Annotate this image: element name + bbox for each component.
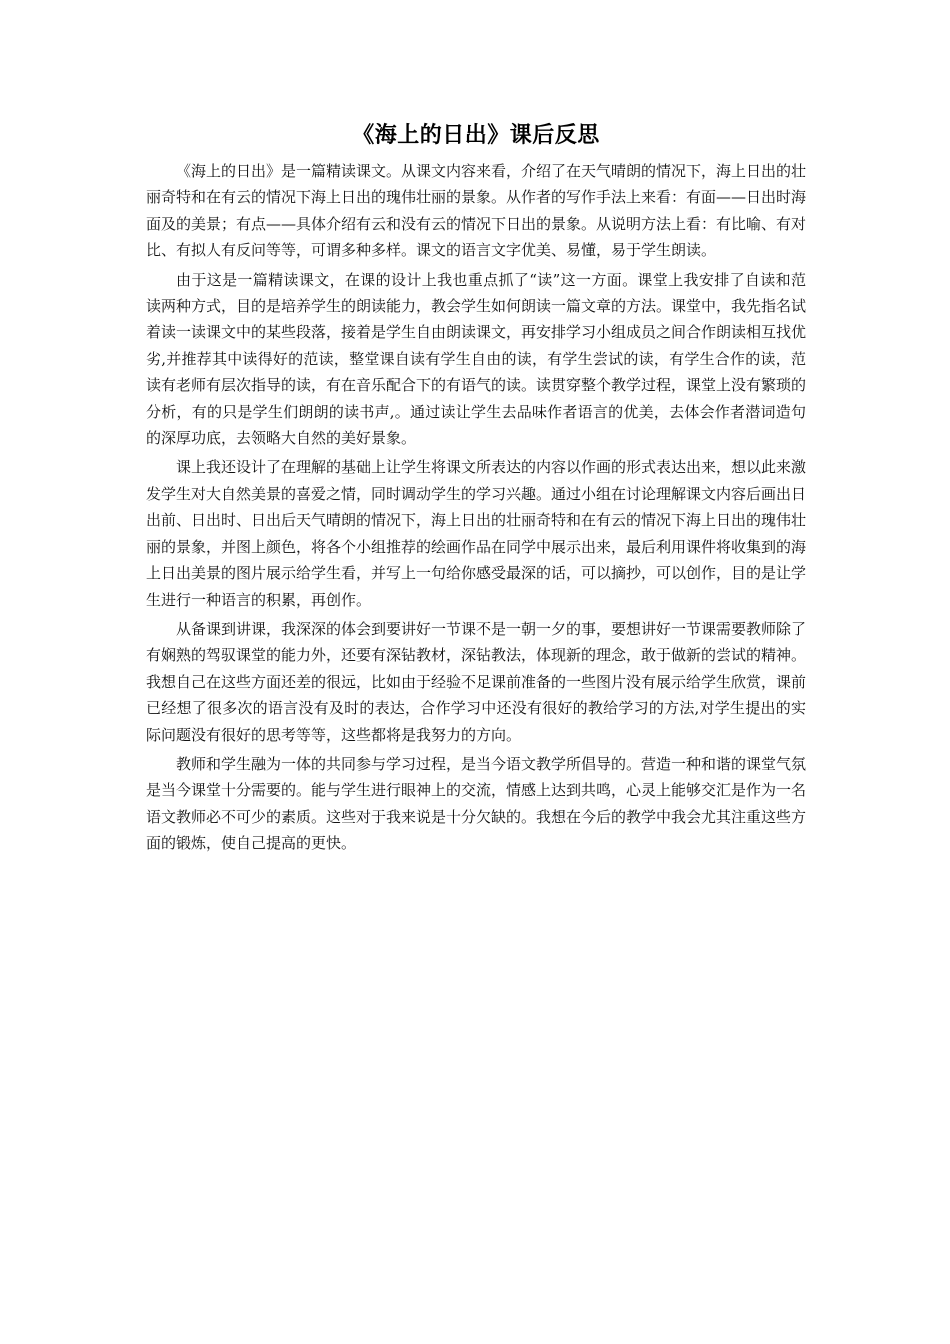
document-title: 《海上的日出》课后反思 <box>352 123 600 148</box>
paragraph-1: 《海上的日出》是一篇精读课文。从课文内容来看，介绍了在天气晴朗的情况下，海上日出的壮丽奇特和在有云的情况下海上日出的瑰伟壮丽的景象。从作者的写作手法上来看：有面——日出时海面及的美景；有点——具体介绍有云和没有云的情况下日出的景象。从说明方法上看：有比喻、有对比、有拟人有反问等等，可谓多种多样。课文的语言文字优美、易懂，易于学生朗读。 <box>146 162 807 260</box>
paragraph-5: 教师和学生融为一体的共同参与学习过程，是当今语文教学所倡导的。营造一种和谐的课堂气氛是当今课堂十分需要的。能与学生进行眼神上的交流，情感上达到共鸣，心灵上能够交汇是作为一名语文教师必不可少的素质。这些对于我来说是十分欠缺的。我想在今后的教学中我会尤其注重这些方面的锻炼，使自己提高的更快。 <box>146 754 807 853</box>
paragraph-4: 从备课到讲课，我深深的体会到要讲好一节课不是一朝一夕的事，要想讲好一节课需要教师除了有娴熟的驾驭课堂的能力外，还要有深钻教材，深钻教法，体现新的理念，敢于做新的尝试的精神。我想自己在这些方面还差的很远，比如由于经验不足课前准备的一些图片没有展示给学生欣赏，课前已经想了很多次的语言没有及时的表达，合作学习中还没有很好的教给学习的方法,对学生提出的实际问题没有很好的思考等等，这些都将是我努力的方向。 <box>146 619 807 744</box>
paragraph-2: 由于这是一篇精读课文，在课的设计上我也重点抓了“读”这一方面。课堂上我安排了自读和范读两种方式，目的是培养学生的朗读能力，教会学生如何朗读一篇文章的方法。课堂中，我先指名试着读一读课文中的某些段落，接着是学生自由朗读课文，再安排学习小组成员之间合作朗读相互找优劣,并推荐其中读得好的范读，整堂课自读有学生自由的读，有学生尝试的读，有学生合作的读，范读有老师有层次指导的读，有在音乐配合下的有语气的读。读贯穿整个教学过程，课堂上没有繁琐的分析，有的只是学生们朗朗的读书声,。通过读让学生去品味作者语言的优美，去体会作者潜词造句的深厚功底，去领略大自然的美好景象。 <box>146 270 807 448</box>
document-body <box>146 118 806 860</box>
paragraph-3: 课上我还设计了在理解的基础上让学生将课文所表达的内容以作画的形式表达出来，想以此来激发学生对大自然美景的喜爱之情，同时调动学生的学习兴趣。通过小组在讨论理解课文内容后画出日出前、日出时、日出后天气晴朗的情况下，海上日出的壮丽奇特和在有云的情况下海上日出的瑰伟壮丽的景象，并图上颜色，将各个小组推荐的绘画作品在同学中展示出来，最后利用课件将收集到的海上日出美景的图片展示给学生看，并写上一句给你感受最深的话，可以摘抄，可以创作，目的是让学生进行一种语言的积累，再创作。 <box>146 458 807 609</box>
